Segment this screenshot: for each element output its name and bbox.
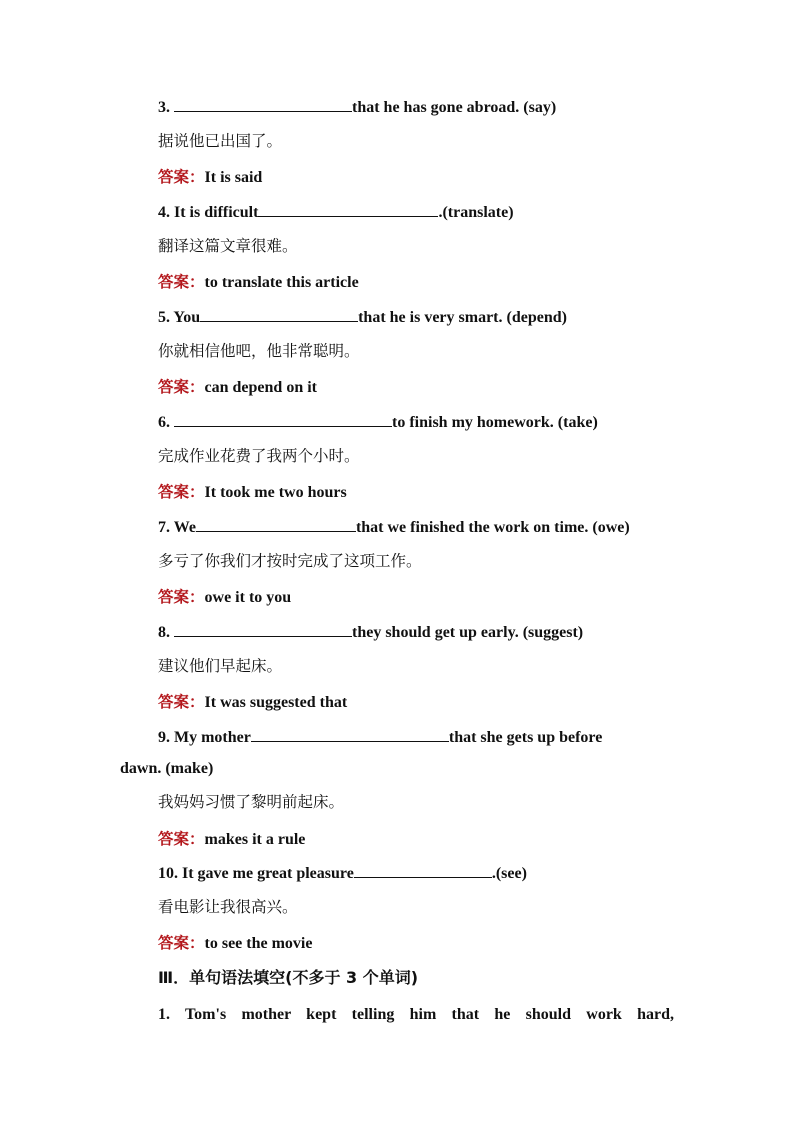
section-heading: Ⅲ．单句语法填空(不多于 3 个单词) <box>158 968 419 987</box>
translation-8: 建议他们早起床。 <box>158 657 283 675</box>
translation-10: 看电影让我很高兴。 <box>158 898 298 916</box>
question-3 <box>158 96 674 119</box>
translation-7: 多亏了你我们才按时完成了这项工作。 <box>158 552 422 570</box>
question-9 <box>158 726 674 749</box>
question-10 <box>158 862 674 885</box>
answer-7 <box>158 586 674 609</box>
translation-9: 我妈妈习惯了黎明前起床。 <box>158 793 345 811</box>
answer-label: 答案： <box>158 273 205 291</box>
question-number: 3. <box>158 99 170 116</box>
question-suffix: that he has gone abroad. (say) <box>352 99 557 116</box>
answer-6 <box>158 481 674 504</box>
question-8 <box>158 621 674 644</box>
answer-4 <box>158 271 674 294</box>
answer-text: can depend on it <box>204 379 317 396</box>
question-prefix: We <box>173 519 196 536</box>
question-suffix: that we finished the work on time. (owe) <box>355 519 630 536</box>
answer-blank <box>174 621 352 637</box>
answer-label: 答案： <box>158 483 205 501</box>
question-suffix: .(translate) <box>438 204 514 221</box>
question-prefix: It is difficult <box>174 204 259 221</box>
answer-3 <box>158 166 674 189</box>
section-question-1: 1. Tom's mother kept telling him that he should work hard, <box>158 1006 674 1023</box>
answer-blank <box>174 96 352 112</box>
question-prefix: It gave me great pleasure <box>182 865 354 882</box>
question-number: 8. <box>158 624 170 641</box>
answer-label: 答案： <box>158 588 205 606</box>
question-suffix: they should get up early. (suggest) <box>352 624 584 641</box>
answer-label: 答案： <box>158 693 205 711</box>
answer-text: owe it to you <box>204 589 292 606</box>
question-9-start <box>158 726 602 749</box>
question-number: 6. <box>158 414 170 431</box>
question-prefix: My mother <box>174 729 251 746</box>
question-number: 4. <box>158 204 170 221</box>
answer-8 <box>158 691 674 714</box>
question-suffix: to finish my homework. (take) <box>392 414 598 431</box>
answer-text: It is said <box>204 169 263 186</box>
answer-blank <box>258 201 438 217</box>
question-number: 7. <box>158 519 170 536</box>
translation-3: 据说他已出国了。 <box>158 132 283 150</box>
question-7 <box>158 516 674 539</box>
answer-text: to translate this article <box>204 274 359 291</box>
answer-blank <box>200 306 358 322</box>
answer-text: It took me two hours <box>204 484 347 501</box>
answer-5 <box>158 376 674 399</box>
question-9-continuation: dawn. (make) <box>120 760 214 777</box>
answer-blank <box>251 726 449 742</box>
translation-6: 完成作业花费了我两个小时。 <box>158 447 360 465</box>
answer-blank <box>354 862 492 878</box>
question-number: 5. <box>158 309 170 326</box>
question-4 <box>158 201 674 224</box>
answer-10 <box>158 932 674 955</box>
answer-blank <box>174 411 392 427</box>
answer-label: 答案： <box>158 168 205 186</box>
answer-blank <box>196 516 356 532</box>
question-prefix: You <box>173 309 201 326</box>
question-number: 10. <box>158 865 178 882</box>
question-suffix: .(see) <box>491 865 527 882</box>
answer-label: 答案： <box>158 830 205 848</box>
question-suffix: that she gets up before <box>448 729 603 746</box>
question-5 <box>158 306 674 329</box>
answer-text: to see the movie <box>204 935 313 952</box>
answer-text: It was suggested that <box>204 694 348 711</box>
translation-4: 翻译这篇文章很难。 <box>158 237 298 255</box>
question-number: 9. <box>158 729 170 746</box>
question-6 <box>158 411 674 434</box>
answer-label: 答案： <box>158 378 205 396</box>
translation-5: 你就相信他吧，他非常聪明。 <box>158 342 360 360</box>
answer-text: makes it a rule <box>204 831 306 848</box>
question-suffix: that he is very smart. (depend) <box>358 309 567 326</box>
answer-label: 答案： <box>158 934 205 952</box>
answer-9 <box>158 828 674 851</box>
